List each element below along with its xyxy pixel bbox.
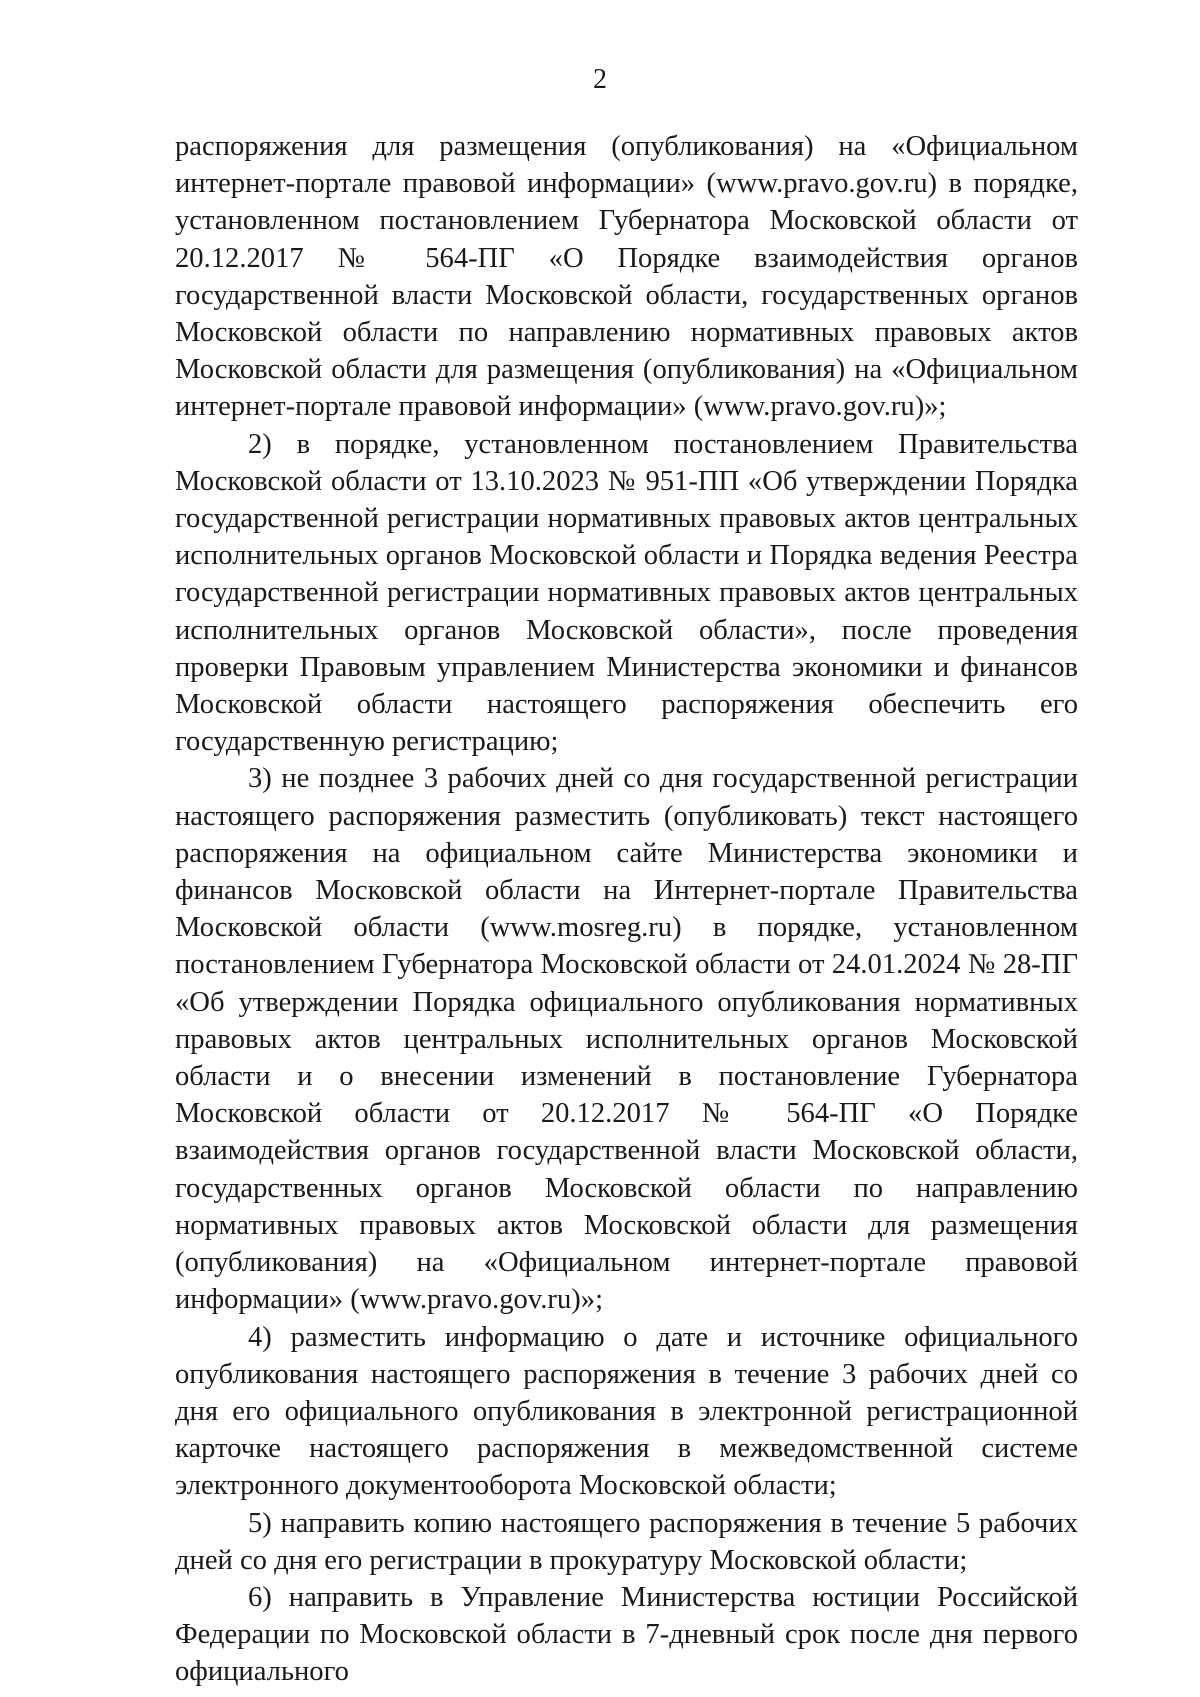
document-body [175, 128, 1078, 1691]
paragraph-item-5: 5) направить копию настоящего распоряжения в течение 5 рабочих дней со дня его регистрации в прокуратуру Московской области; [175, 1507, 1078, 1576]
paragraph-item-3: 3) не позднее 3 рабочих дней со дня государственной регистрации настоящего распоряжения разместить (опубликовать) текст настоящего распоряжения на официальном сайте Министерства экономики и финансов Московской области на Интернет-портале Правительства Московской области (www.mosreg.ru) в порядке, установленном постановлением Губернатора Московской области от 24.01.2024 № 28-ПГ «Об утверждении Порядка официального опубликования нормативных правовых актов центральных исполнительных органов Московской области и о внесении изменений в постановление Губернатора Московской области от 20.12.2017 № 564-ПГ «О Порядке взаимодействия органов государственной власти Московской области, государственных органов Московской области по направлению нормативных правовых актов Московской области для размещения (опубликования) на «Официальном интернет-портале правовой информации» (www.pravo.gov.ru)»; [175, 763, 1078, 1316]
page-number: 2 [593, 64, 607, 95]
paragraph-item-2: 2) в порядке, установленном постановлением Правительства Московской области от 13.10.2023 № 951-ПП «Об утверждении Порядка государственной регистрации нормативных правовых актов центральных исполнительных органов Московской области и Порядка ведения Реестра государственной регистрации нормативных правовых актов центральных исполнительных органов Московской области», после проведения проверки Правовым управлением Министерства экономики и финансов Московской области настоящего распоряжения обеспечить его государственную регистрацию; [175, 428, 1078, 758]
paragraph-item-6: 6) направить в Управление Министерства юстиции Российской Федерации по Московской области в 7-дневный срок после дня первого официального [175, 1581, 1078, 1688]
paragraph-continuation: распоряжения для размещения (опубликования) на «Официальном интернет-портале правовой информации» (www.pravo.gov.ru) в порядке, установленном постановлением Губернатора Московской области от 20.12.2017 № 564-ПГ «О Порядке взаимодействия органов государственной власти Московской области, государственных органов Московской области по направлению нормативных правовых актов Московской области для размещения (опубликования) на «Официальном интернет-портале правовой информации» (www.pravo.gov.ru)»; [175, 131, 1078, 423]
paragraph-item-4: 4) разместить информацию о дате и источнике официального опубликования настоящего распоряжения в течение 3 рабочих дней со дня его официального опубликования в электронной регистрационной карточке настоящего распоряжения в межведомственной системе электронного документооборота Московской области; [175, 1321, 1078, 1502]
